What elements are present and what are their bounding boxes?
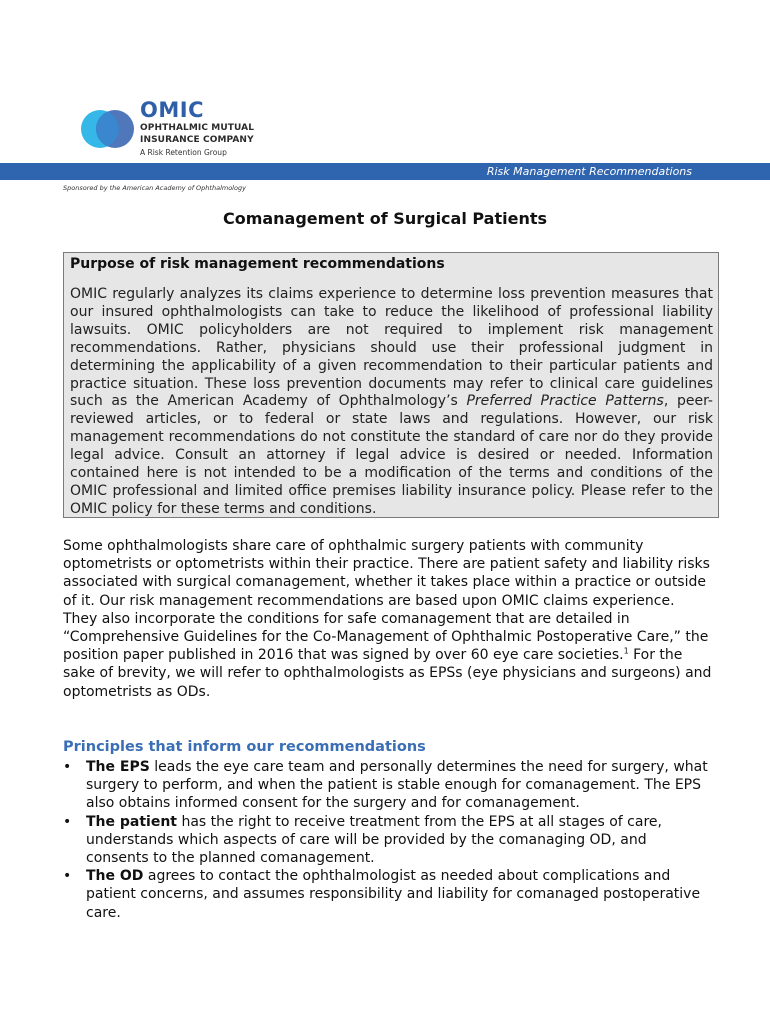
banner-text: Risk Management Recommendations [486, 165, 692, 178]
list-item-text: has the right to receive treatment from the EPS at all stages of care, understands which aspects of care will be provided by the comanaging OD, and consents to the planned comanagement. [86, 813, 662, 867]
logo-tagline: A Risk Retention Group [140, 148, 227, 157]
purpose-body [70, 286, 713, 518]
list-item-bold: The patient [86, 813, 177, 830]
purpose-body-italic: Preferred Practice Patterns [466, 393, 664, 410]
list-item [63, 813, 713, 868]
document-title: Comanagement of Surgical Patients [222, 209, 548, 228]
sponsor-line: Sponsored by the American Academy of Ophthalmology [63, 184, 246, 192]
bullet-icon: • [63, 759, 72, 775]
purpose-heading: Purpose of risk management recommendations [70, 256, 445, 272]
list-item-bold: The EPS [86, 759, 150, 775]
intro-paragraph [63, 537, 713, 701]
purpose-box [63, 252, 719, 518]
purpose-body-part-2: , peer-reviewed articles, or to federal or state laws and regulations. However, our risk management recommendations do not constitute the standard of care nor do they provide legal advice. Consult an attorney if legal advice is desired or needed. Information contained here is not intended to be a modification of the terms and conditions of the OMIC professional and limited office premises liability insurance policy. Please refer to the OMIC policy for these terms and conditions. [70, 393, 713, 517]
intro-text-2: For the sake of brevity, we will refer to ophthalmologists as EPSs (eye physicians and surgeons) and optometrists as ODs. [63, 647, 712, 700]
list-item-text: agrees to contact the ophthalmologist as needed about complications and patient concerns, and assumes responsibility and liability for comanaged postoperative care. [86, 868, 701, 921]
purpose-body-part-1: OMIC regularly analyzes its claims experience to determine loss prevention measures that our insured ophthalmologists can take to reduce the likelihood of professional liability lawsuits. OMIC policyholders are not required to implement risk management recommendations. Rather, physicians should use their professional judgment in determining the applicability of a given recommendation to their particular patients and practice situation. These loss prevention documents may refer to clinical care guidelines such as the American Academy of Ophthalmology’s [70, 286, 713, 410]
principles-heading: Principles that inform our recommendations [63, 739, 426, 755]
logo-line-2: INSURANCE COMPANY [140, 135, 254, 145]
logo-line-1: OPHTHALMIC MUTUAL [140, 123, 255, 133]
list-item-bold: The OD [86, 868, 144, 885]
bullet-icon: • [63, 868, 72, 885]
omic-logo [80, 98, 280, 168]
list-item [63, 758, 713, 813]
header-banner [0, 163, 770, 180]
intro-text-1: Some ophthalmologists share care of ophthalmic surgery patients with community optometrists or optometrists within their practice. There are patient safety and liability risks associated with surgical comanagement, whether it takes place within a practice or outside of it. Our risk management recommendations are based upon OMIC claims experience. They also incorporate the conditions for safe comanagement that are detailed in “Comprehensive Guidelines for the Co-Management of Ophthalmic Postoperative Care,” the position paper published in 2016 that was signed by over 60 eye care societies. [63, 538, 710, 664]
footnote-ref: 1 [623, 646, 629, 656]
principles-list [63, 758, 713, 922]
list-item [63, 867, 713, 922]
list-item-text: leads the eye care team and personally determines the need for surgery, what surgery to perform, and when the patient is stable enough for comanagement. The EPS also obtains informed consent for the surgery and for comanagement. [86, 759, 708, 812]
logo-name: OMIC [140, 98, 204, 122]
bullet-icon: • [63, 813, 72, 830]
omic-logo-mark-icon [80, 100, 136, 158]
